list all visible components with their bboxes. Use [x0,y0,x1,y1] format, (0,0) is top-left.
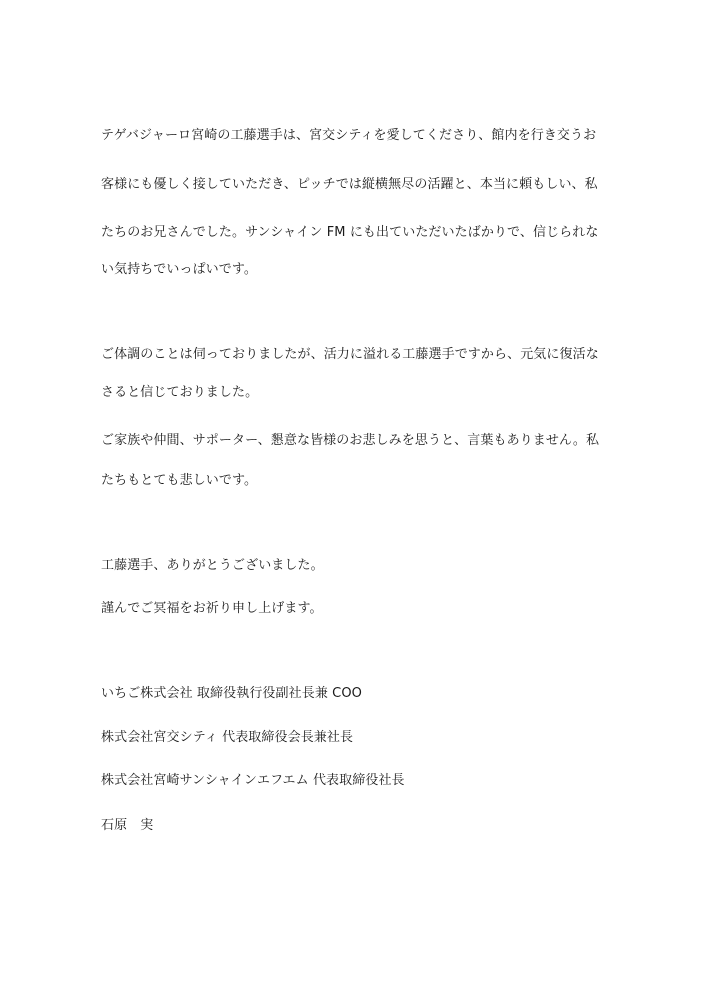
signature-line-2: 株式会社宮交シティ 代表取締役会長兼社長 [101,730,354,745]
paragraph-2-line-3: ご家族や仲間、サポーター、懇意な皆様のお悲しみを思うと、言葉もありません。私 [101,433,600,448]
signature-line-1: いちご株式会社 取締役執行役副社長兼 COO [101,686,363,701]
paragraph-1-line-1: テゲバジャーロ宮崎の工藤選手は、宮交シティを愛してくださり、館内を行き交うお [101,128,597,143]
paragraph-3-line-2: 謹んでご冥福をお祈り申し上げます。 [101,601,323,616]
paragraph-1-line-3: たちのお兄さんでした。サンシャイン FM にも出ていただいたばかりで、信じられな [101,225,599,240]
paragraph-1-line-2: 客様にも優しく接していただき、ピッチでは縦横無尽の活躍と、本当に頼もしい、私 [101,177,598,192]
paragraph-1-line-4: い気持ちでいっぱいです。 [101,262,258,277]
paragraph-2-line-1: ご体調のことは伺っておりましたが、活力に溢れる工藤選手ですから、元気に復活な [101,347,599,362]
paragraph-2-line-2: さると信じておりました。 [101,385,259,400]
signer-name: 石原 実 [101,818,154,833]
signature-line-3: 株式会社宮崎サンシャインエフエム 代表取締役社長 [101,773,405,788]
paragraph-3-line-1: 工藤選手、ありがとうございました。 [101,558,324,573]
paragraph-2-line-4: たちもとても悲しいです。 [101,473,258,488]
